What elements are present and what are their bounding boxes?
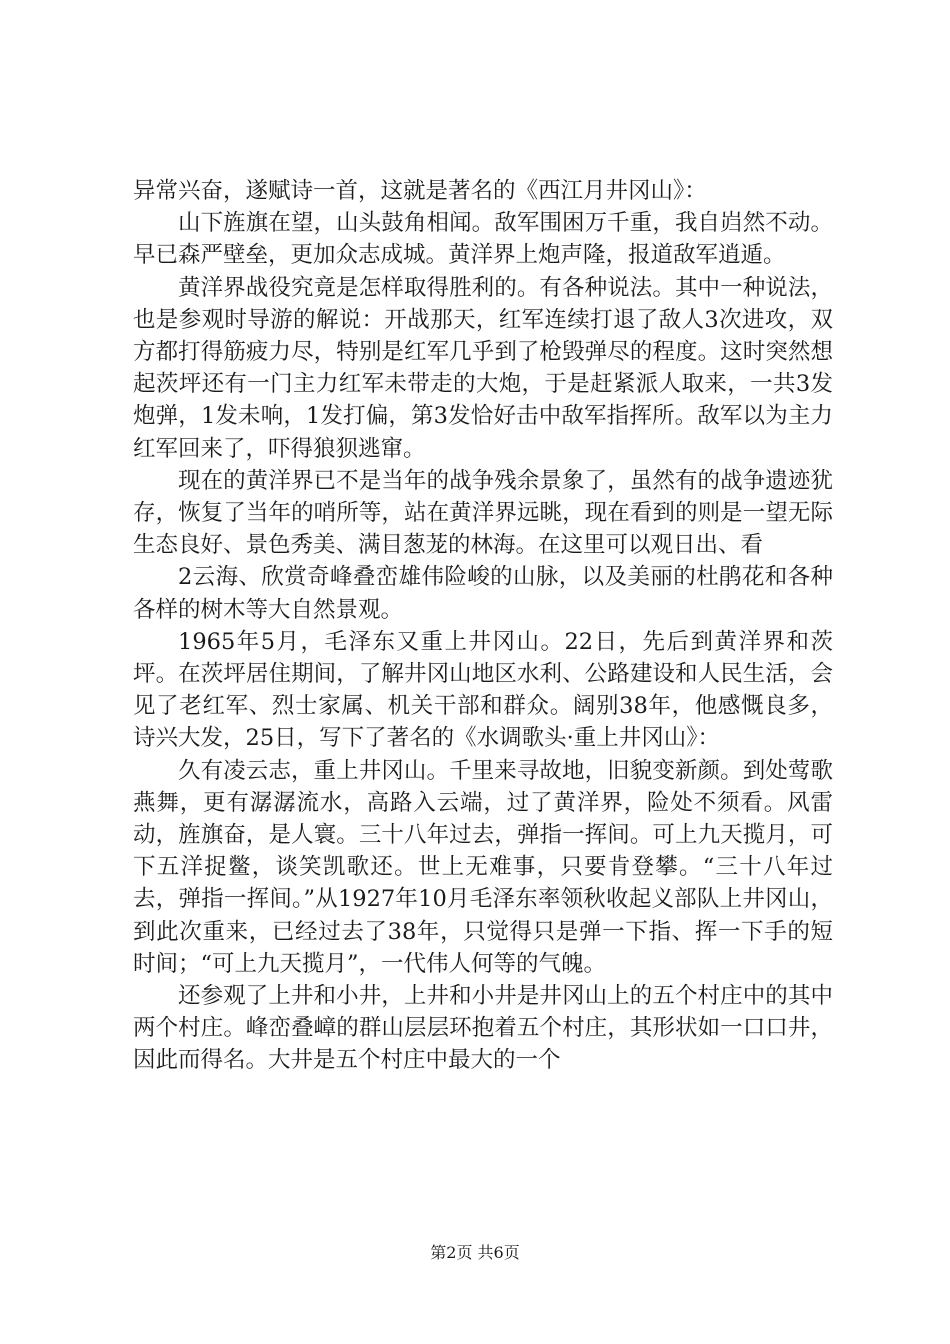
paragraph: 黄洋界战役究竟是怎样取得胜利的。有各种说法。其中一种说法，也是参观时导游的解说：开战那天，红军连续打退了敌人3次进攻，双方都打得筋疲力尽，特别是红军几乎到了枪毁弹尽的程度。这时突然想起茨坪还有一门主力红军未带走的大炮，于是赶紧派人取来，一共3发炮弹，1发未响，1发打偏，第3发恰好击中敌军指挥所。敌军以为主力红军回来了，吓得狼狈逃窜。 [133, 274, 833, 462]
paragraph: 2云海、欣赏奇峰叠峦雄伟险峻的山脉，以及美丽的杜鹃花和各种各样的树木等大自然景观。 [133, 564, 833, 623]
paragraph: 1965年5月，毛泽东又重上井冈山。22日，先后到黄洋界和茨坪。在茨坪居住期间，了解井冈山地区水利、公路建设和人民生活，会见了老红军、烈士家属、机关干部和群众。阔别38年，他感慨良多，诗兴大发，25日，写下了著名的《水调歌头·重上井冈山》： [133, 628, 833, 752]
paragraph: 久有凌云志，重上井冈山。千里来寻故地，旧貌变新颜。到处莺歌燕舞，更有潺潺流水，高路入云端，过了黄洋界，险处不须看。风雷动，旌旗奋，是人寰。三十八年过去，弹指一挥间。可上九天揽月，可下五洋捉鳖，谈笑凯歌还。世上无难事，只要肯登攀。“三十八年过去，弹指一挥间。”从1927年10月毛泽东率领秋收起义部队上井冈山，到此次重来，已经过去了38年，只觉得只是弹一下指、挥一下手的短时间；“可上九天揽月”，一代伟人何等的气魄。 [133, 757, 833, 977]
page-footer: 第2页 共6页 [430, 1243, 520, 1262]
paragraph: 异常兴奋，遂赋诗一首，这就是著名的《西江月井冈山》： [133, 178, 707, 204]
paragraph: 山下旌旗在望，山头鼓角相闻。敌军围困万千重，我自岿然不动。早已森严壁垒，更加众志成城。黄洋界上炮声隆，报道敌军逍遁。 [133, 210, 833, 269]
paragraph: 还参观了上井和小井，上井和小井是井冈山上的五个村庄中的其中两个村庄。峰峦叠嶂的群山层层环抱着五个村庄，其形状如一口口井，因此而得名。大井是五个村庄中最大的一个 [133, 983, 833, 1074]
document-body [133, 175, 833, 1077]
paragraph: 现在的黄洋界已不是当年的战争残余景象了，虽然有的战争遗迹犹存，恢复了当年的哨所等，站在黄洋界远眺，现在看到的则是一望无际生态良好、景色秀美、满目葱茏的林海。在这里可以观日出、看 [133, 467, 833, 559]
